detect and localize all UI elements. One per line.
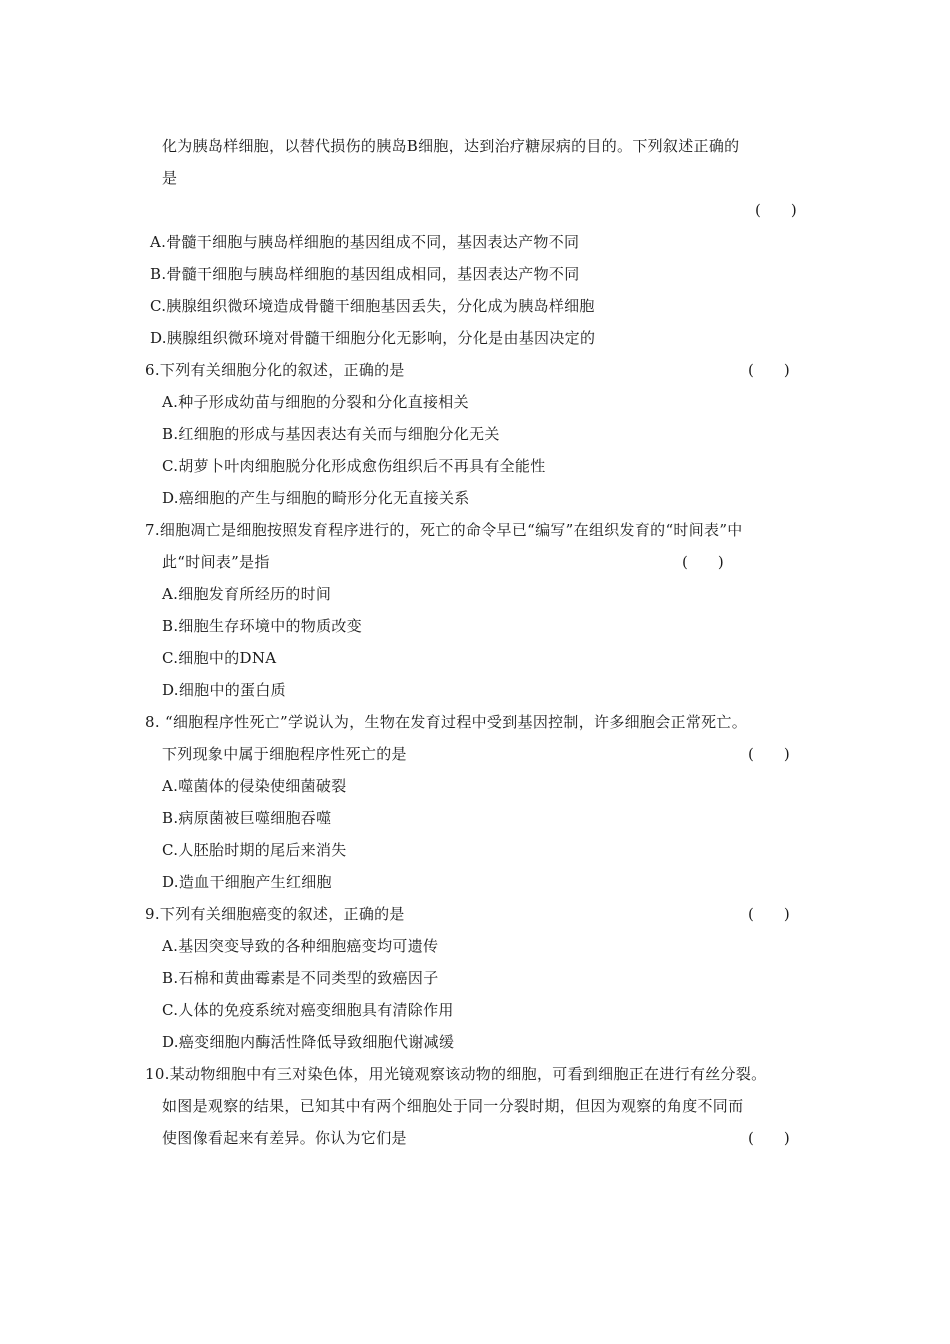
q8-stem-line1: 8. “细胞程序性死亡”学说认为，生物在发育过程中受到基因控制，许多细胞会正常死亡。 <box>145 713 748 731</box>
q9-option-d: D.癌变细胞内酶活性降低导致细胞代谢减缓 <box>162 1033 455 1051</box>
q8-option-d: D.造血干细胞产生红细胞 <box>162 873 332 891</box>
q9-option-c: C.人体的免疫系统对癌变细胞具有清除作用 <box>162 1001 454 1019</box>
q7-answer-paren: ( ) <box>682 553 724 571</box>
q7-option-d: D.细胞中的蛋白质 <box>162 681 286 699</box>
q7-option-c: C.细胞中的DNA <box>162 649 277 667</box>
q10-stem-line1: 10.某动物细胞中有三对染色体，用光镜观察该动物的细胞，可看到细胞正在进行有丝分裂。 <box>145 1065 767 1083</box>
q7-option-a: A.细胞发育所经历的时间 <box>162 585 332 603</box>
q9-answer-paren: ( ) <box>748 905 790 923</box>
q10-answer-paren: ( ) <box>748 1129 790 1147</box>
q6-stem: 6.下列有关细胞分化的叙述，正确的是 <box>145 361 405 379</box>
q6-answer-paren: ( ) <box>748 361 790 379</box>
q5-stem-line2: 是 <box>162 169 178 187</box>
q7-stem-line2: 此“时间表”是指 <box>162 553 270 571</box>
q5-answer-paren: ( ) <box>755 201 797 219</box>
q6-option-a: A.种子形成幼苗与细胞的分裂和分化直接相关 <box>162 393 469 411</box>
q8-option-c: C.人胚胎时期的尾后来消失 <box>162 841 347 859</box>
q6-option-b: B.红细胞的形成与基因表达有关而与细胞分化无关 <box>162 425 500 443</box>
q5-option-d: D.胰腺组织微环境对骨髓干细胞分化无影响，分化是由基因决定的 <box>150 329 596 347</box>
q7-stem-line1: 7.细胞凋亡是细胞按照发育程序进行的，死亡的命令早已“编写”在组织发育的“时间表”中 <box>145 521 743 539</box>
q5-option-c: C.胰腺组织微环境造成骨髓干细胞基因丢失，分化成为胰岛样细胞 <box>150 297 595 315</box>
q7-option-b: B.细胞生存环境中的物质改变 <box>162 617 362 635</box>
q9-option-b: B.石棉和黄曲霉素是不同类型的致癌因子 <box>162 969 439 987</box>
q9-stem: 9.下列有关细胞癌变的叙述，正确的是 <box>145 905 405 923</box>
q6-option-d: D.癌细胞的产生与细胞的畸形分化无直接关系 <box>162 489 470 507</box>
q8-option-b: B.病原菌被巨噬细胞吞噬 <box>162 809 332 827</box>
q5-option-b: B.骨髓干细胞与胰岛样细胞的基因组成相同，基因表达产物不同 <box>150 265 580 283</box>
q5-stem-line1: 化为胰岛样细胞，以替代损伤的胰岛B细胞，达到治疗糖尿病的目的。下列叙述正确的 <box>162 137 740 155</box>
q8-answer-paren: ( ) <box>748 745 790 763</box>
q8-option-a: A.噬菌体的侵染使细菌破裂 <box>162 777 347 795</box>
q9-option-a: A.基因突变导致的各种细胞癌变均可遗传 <box>162 937 439 955</box>
q10-stem-line3: 使图像看起来有差异。你认为它们是 <box>162 1129 407 1147</box>
q10-stem-line2: 如图是观察的结果，已知其中有两个细胞处于同一分裂时期，但因为观察的角度不同而 <box>162 1097 744 1115</box>
q6-option-c: C.胡萝卜叶肉细胞脱分化形成愈伤组织后不再具有全能性 <box>162 457 546 475</box>
q5-option-a: A.骨髓干细胞与胰岛样细胞的基因组成不同，基因表达产物不同 <box>150 233 580 251</box>
q8-stem-line2: 下列现象中属于细胞程序性死亡的是 <box>162 745 407 763</box>
